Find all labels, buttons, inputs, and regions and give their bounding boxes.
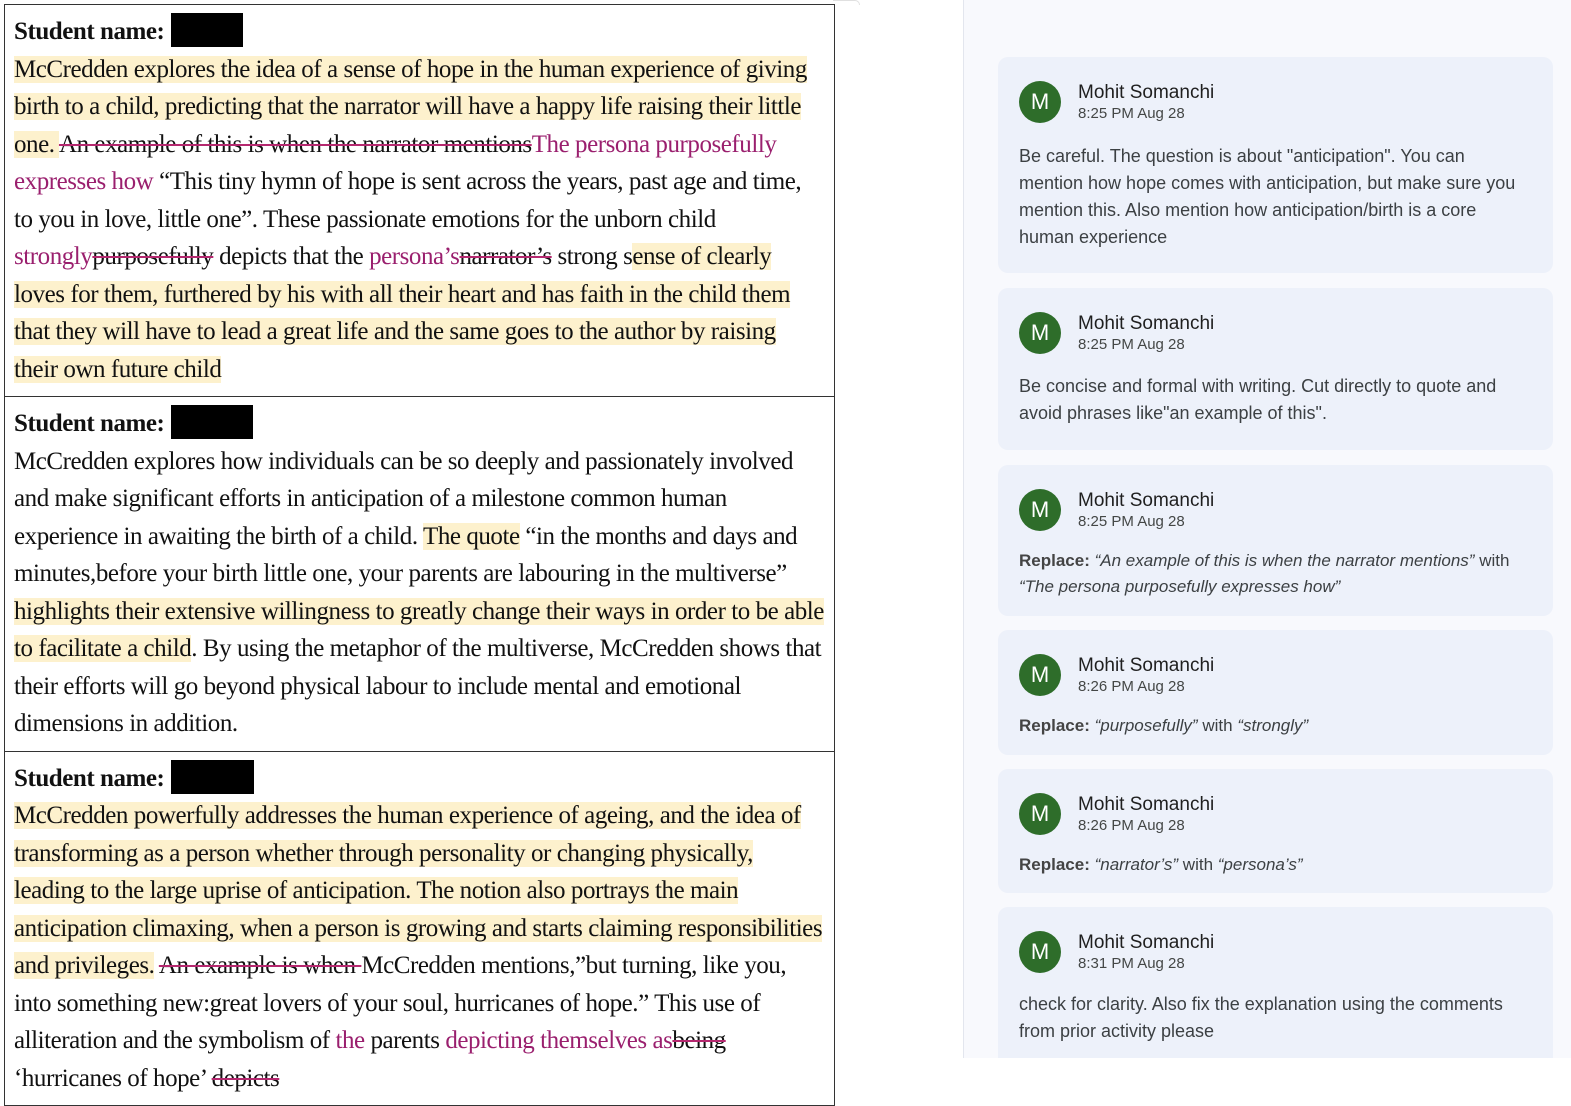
comment-replace-text <box>1019 713 1527 739</box>
replace-to: “persona’s” <box>1218 855 1303 874</box>
avatar[interactable]: M <box>1019 654 1061 696</box>
replace-from: “An example of this is when the narrator mentions” <box>1095 551 1475 570</box>
comment-time: 8:25 PM Aug 28 <box>1078 105 1185 122</box>
replace-from: “narrator’s” <box>1095 855 1178 874</box>
highlighted-text[interactable]: ense of clearly loves for them, furthered by his with all their heart and has faith in the child them that they will have to lead a great life and the same goes to the author by raising their own future child <box>14 243 790 383</box>
highlighted-text[interactable]: McCredden explores the idea of a sense of hope in the human experience of giving birth to a child, predicting that the narrator will have a happy life raising their little one. <box>14 56 807 158</box>
highlighted-text[interactable]: The quote <box>423 523 520 550</box>
avatar[interactable]: M <box>1019 312 1061 354</box>
comment-author: Mohit Somanchi <box>1078 82 1214 104</box>
student-response-3[interactable] <box>5 752 834 1106</box>
comment-time: 8:31 PM Aug 28 <box>1078 955 1185 972</box>
comment-time: 8:25 PM Aug 28 <box>1078 513 1185 530</box>
suggested-insertion[interactable]: depicting themselves as <box>445 1027 672 1054</box>
student-name-label: Student name: <box>14 18 164 45</box>
student-name-label: Student name: <box>14 765 164 792</box>
student-name-row <box>14 13 825 51</box>
student-name-row <box>14 405 825 443</box>
highlighted-text[interactable]: McCredden powerfully addresses the human experience of ageing, and the idea of transforming as a person whether through personality or changing physically, leading to the large uprise of anticipation. The notion also portrays the main anticipation climaxing, when a person is growing and starts claiming responsibilities and privileges. <box>14 802 822 979</box>
text-run: ‘hurricanes of hope’ <box>14 1065 212 1092</box>
avatar[interactable]: M <box>1019 931 1061 973</box>
avatar[interactable]: M <box>1019 489 1061 531</box>
comment-time: 8:25 PM Aug 28 <box>1078 336 1185 353</box>
text-run: depicts that the <box>213 243 369 270</box>
suggested-deletion[interactable]: An example of this is when the narrator mentions <box>59 131 532 158</box>
comment-replace-text <box>1019 852 1527 878</box>
suggested-deletion[interactable]: purposefully <box>92 243 213 270</box>
text-run: McCredden mentions,”but turning, like you, into something new:great lovers of your soul, hurricanes of hope.” This use of alliteration and the symbolism of <box>14 952 786 1054</box>
replace-label: Replace: <box>1019 551 1090 570</box>
replace-from: “purposefully” <box>1095 716 1198 735</box>
comment-author: Mohit Somanchi <box>1078 932 1214 954</box>
scroll-tab <box>833 0 860 5</box>
comment-card[interactable] <box>998 907 1553 1058</box>
text-run: “This tiny hymn of hope is sent across the years, past age and time, to you in love, little one”. These passionate emotions for the unborn child <box>14 168 801 233</box>
comment-card[interactable] <box>998 630 1553 755</box>
suggested-deletion[interactable]: An example is when <box>159 952 362 979</box>
replace-to: “strongly” <box>1237 716 1308 735</box>
comment-author: Mohit Somanchi <box>1078 655 1214 677</box>
response-text[interactable] <box>14 797 825 1097</box>
comment-author: Mohit Somanchi <box>1078 794 1214 816</box>
text-run: strong s <box>552 243 633 270</box>
redacted-name <box>171 405 253 439</box>
redacted-name <box>171 13 243 47</box>
comment-replace-text <box>1019 548 1527 600</box>
replace-to: “The persona purposefully expresses how” <box>1019 577 1340 596</box>
student-responses-table <box>4 4 835 1106</box>
suggested-deletion[interactable]: being <box>672 1027 725 1054</box>
highlighted-text[interactable]: highlights their extensive willingness to greatly change their ways in order to be able to facilitate a child <box>14 598 824 663</box>
redacted-name <box>171 760 254 794</box>
student-response-1[interactable] <box>5 5 834 397</box>
comment-text: Be careful. The question is about "anticipation". You can mention how hope comes with anticipation, but make sure you mention this. Also mention how anticipation/birth is a core human experience <box>1019 143 1527 251</box>
comment-card[interactable] <box>998 57 1553 273</box>
comment-card[interactable] <box>998 288 1553 450</box>
comments-pane <box>963 0 1571 1058</box>
comment-text: Be concise and formal with writing. Cut directly to quote and avoid phrases like"an example of this". <box>1019 373 1527 427</box>
comment-author: Mohit Somanchi <box>1078 490 1214 512</box>
student-name-row <box>14 760 825 798</box>
avatar[interactable]: M <box>1019 793 1061 835</box>
text-run: “in the months and days and minutes,before your birth little one, your parents are labouring in the multiverse” <box>14 523 797 588</box>
suggested-deletion[interactable]: narrator’s <box>459 243 551 270</box>
text-run: . By using the metaphor of the multiverse, McCredden shows that their efforts will go beyond physical labour to include mental and emotional dimensions in addition. <box>14 635 821 737</box>
comment-card[interactable] <box>998 769 1553 893</box>
comment-author: Mohit Somanchi <box>1078 313 1214 335</box>
replace-with-word: with <box>1202 716 1232 735</box>
replace-label: Replace: <box>1019 716 1090 735</box>
response-text[interactable] <box>14 51 825 389</box>
student-name-label: Student name: <box>14 410 164 437</box>
replace-label: Replace: <box>1019 855 1090 874</box>
comment-time: 8:26 PM Aug 28 <box>1078 678 1185 695</box>
suggested-deletion[interactable]: depicts <box>212 1065 280 1092</box>
student-response-2[interactable] <box>5 397 834 752</box>
avatar[interactable]: M <box>1019 81 1061 123</box>
comment-time: 8:26 PM Aug 28 <box>1078 817 1185 834</box>
suggested-insertion[interactable]: the <box>335 1027 364 1054</box>
replace-with-word: with <box>1183 855 1213 874</box>
suggested-insertion[interactable]: strongly <box>14 243 92 270</box>
text-run: McCredden explores how individuals can be so deeply and passionately involved and make significant efforts in anticipation of a milestone common human experience in awaiting the birth of a child. <box>14 448 793 550</box>
suggested-insertion[interactable]: The persona purposefully expresses how <box>14 131 776 196</box>
comment-card[interactable] <box>998 465 1553 616</box>
suggested-insertion[interactable]: persona’s <box>369 243 459 270</box>
replace-with-word: with <box>1479 551 1509 570</box>
comment-text: check for clarity. Also fix the explanation using the comments from prior activity please <box>1019 991 1527 1045</box>
text-run: parents <box>365 1027 446 1054</box>
response-text[interactable] <box>14 443 825 743</box>
